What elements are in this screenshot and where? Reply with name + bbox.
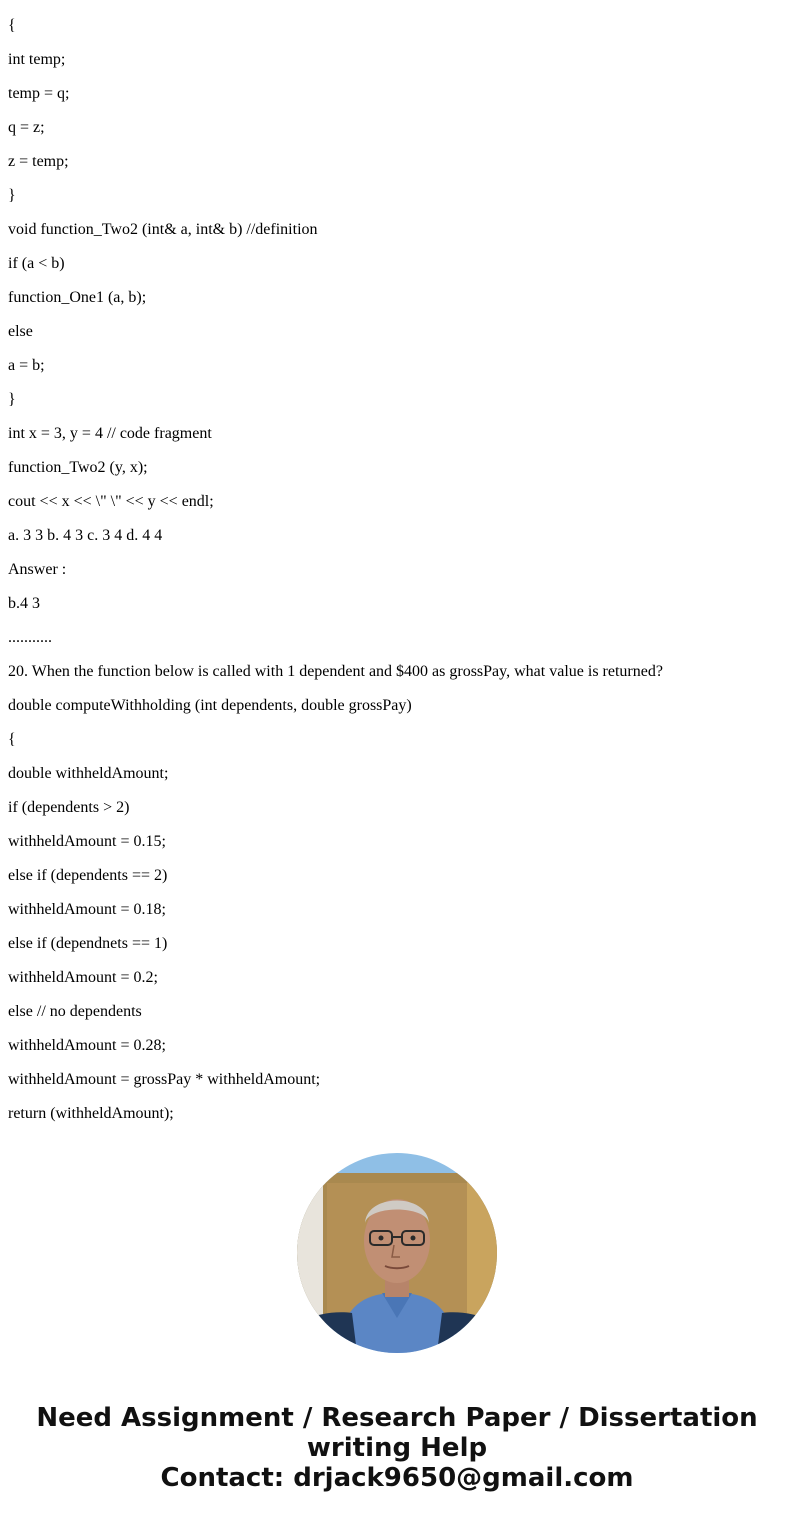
text-line: temp = q; <box>8 85 70 102</box>
text-line: cout << x << \" \" << y << endl; <box>8 493 214 510</box>
text-line: int temp; <box>8 51 66 68</box>
text-line: else // no dependents <box>8 1003 142 1020</box>
text-line: withheldAmount = 0.28; <box>8 1037 166 1054</box>
code-listing <box>8 0 786 1122</box>
text-line: } <box>8 391 16 408</box>
text-line <box>8 0 786 1</box>
answer-options: a. 3 3 b. 4 3 c. 3 4 d. 4 4 <box>8 527 163 544</box>
promo-line-2: writing Help <box>306 1433 488 1463</box>
promo-line-1: Need Assignment / Research Paper / Dissertation <box>36 1403 758 1433</box>
text-line: int x = 3, y = 4 // code fragment <box>8 425 212 442</box>
separator-dots: ........... <box>8 629 52 646</box>
avatar <box>297 1153 497 1353</box>
text-line: if (a < b) <box>8 255 65 272</box>
answer-value: b.4 3 <box>8 595 40 612</box>
text-line: } <box>8 187 16 204</box>
text-line: double withheldAmount; <box>8 765 169 782</box>
text-line: if (dependents > 2) <box>8 799 130 816</box>
text-line: withheldAmount = 0.2; <box>8 969 158 986</box>
text-line: return (withheldAmount); <box>8 1105 174 1122</box>
question-text: 20. When the function below is called with 1 dependent and $400 as grossPay, what value is returned? <box>8 663 663 680</box>
text-line: withheldAmount = 0.18; <box>8 901 166 918</box>
text-line: a = b; <box>8 357 45 374</box>
promo-contact: Contact: drjack9650@gmail.com <box>160 1463 634 1493</box>
text-line: double computeWithholding (int dependents, double grossPay) <box>8 697 412 714</box>
text-line: z = temp; <box>8 153 69 170</box>
text-line: function_One1 (a, b); <box>8 289 147 306</box>
text-line: withheldAmount = grossPay * withheldAmount; <box>8 1071 321 1088</box>
promo-banner <box>0 1403 794 1493</box>
text-line: withheldAmount = 0.15; <box>8 833 166 850</box>
text-line: { <box>8 17 16 34</box>
text-line: else if (dependents == 2) <box>8 867 168 884</box>
text-line: else <box>8 323 33 340</box>
text-line: q = z; <box>8 119 45 136</box>
answer-label: Answer : <box>8 561 67 578</box>
text-line: else if (dependnets == 1) <box>8 935 168 952</box>
text-line: { <box>8 731 16 748</box>
text-line: function_Two2 (y, x); <box>8 459 148 476</box>
text-line: void function_Two2 (int& a, int& b) //definition <box>8 221 318 238</box>
